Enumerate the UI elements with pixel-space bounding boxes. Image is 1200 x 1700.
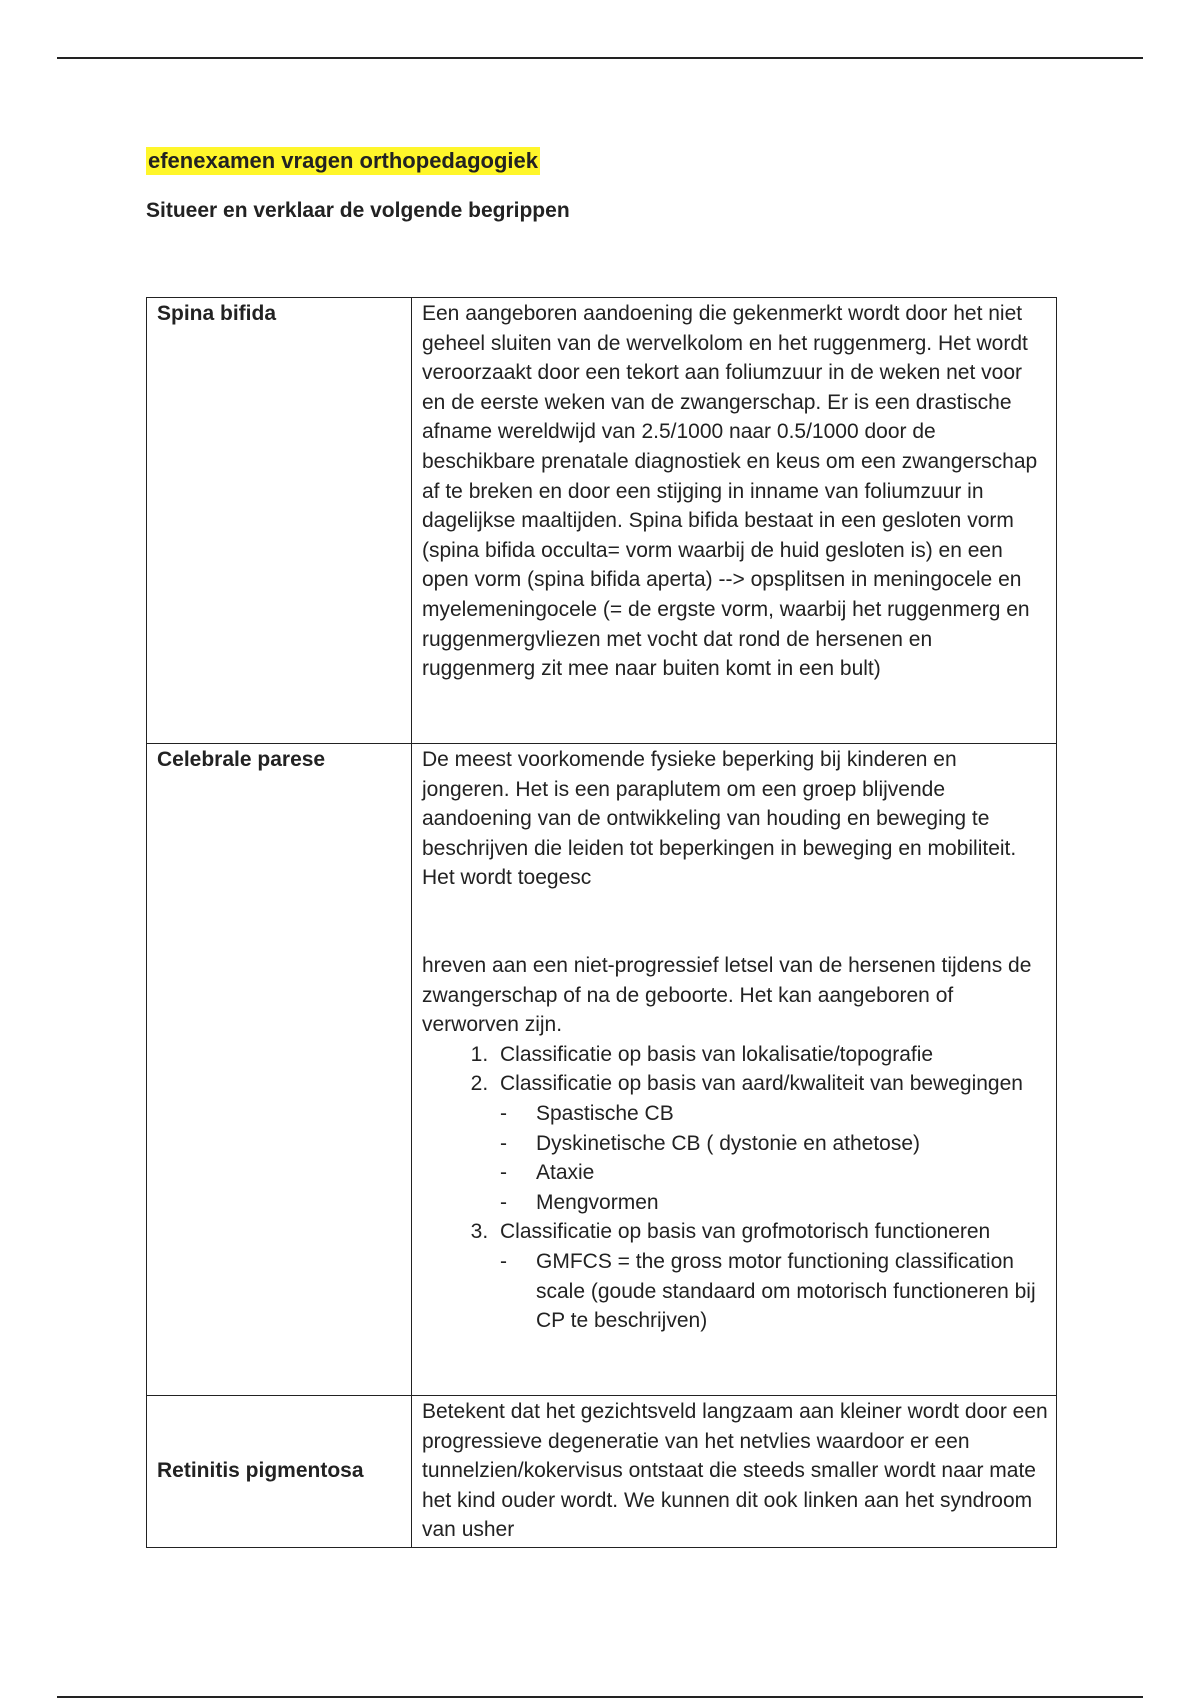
term-cell: Celebrale parese — [147, 744, 412, 1396]
terms-table — [146, 297, 1057, 1548]
footer-rule — [57, 1696, 1143, 1698]
definition-paragraph: hreven aan een niet-progressief letsel van de hersenen tijdens de zwangerschap of na de geboorte. Het kan aangeboren of verworven zijn. — [422, 953, 1032, 1037]
definition-cell: Betekent dat het gezichtsveld langzaam aan kleiner wordt door een progressieve degeneratie van het netvlies waardoor er een tunnelzien/kokervisus ontstaat die steeds smaller wordt naar mate het kind ouder wordt. We kunnen dit ook linken aan het syndroom van usher — [412, 1396, 1057, 1548]
classification-label: Classificatie op basis van aard/kwaliteit van bewegingen — [500, 1072, 1023, 1096]
list-item: - Ataxie — [528, 1158, 1048, 1188]
subitem-list — [500, 1099, 1048, 1217]
classification-label: Classificatie op basis van lokalisatie/topografie — [500, 1042, 934, 1066]
list-item — [494, 1040, 1048, 1070]
list-item: - Spastische CB — [528, 1099, 1048, 1129]
term-cell: Retinitis pigmentosa — [147, 1396, 412, 1548]
definition-cell: Een aangeboren aandoening die gekenmerkt wordt door het niet geheel sluiten van de wervelkolom en het ruggenmerg. Het wordt veroorzaakt door een tekort aan foliumzuur in de weken net voor en de eerste weken van de zwangerschap. Er is een drastische afname wereldwijd van 2.5/1000 naar 0.5/1000 door de beschikbare prenatale diagnostiek en keus om een zwangerschap af te breken en door een stijging in inname van foliumzuur in dagelijkse maaltijden. Spina bifida bestaat in een gesloten vorm (spina bifida occulta= vorm waarbij de huid gesloten is) en een open vorm (spina bifida aperta) --> opsplitsen in meningocele en myelemeningocele (= de ergste vorm, waarbij het ruggenmerg en ruggenmergvliezen met vocht dat rond de hersenen en ruggenmerg zit mee naar buiten komt in een bult) — [412, 298, 1057, 744]
spacer — [422, 893, 1048, 951]
table-row — [147, 298, 1057, 744]
term-cell: Spina bifida — [147, 298, 412, 744]
header-rule — [57, 57, 1143, 59]
subitem-list — [500, 1247, 1048, 1336]
definition-paragraph: De meest voorkomende fysieke beperking bij kinderen en jongeren. Het is een paraplutem om een groep blijvende aandoening van de ontwikkeling van houding en beweging te beschrijven die leiden tot beperkingen in beweging en mobiliteit. Het wordt toegesc — [422, 748, 1017, 890]
list-item: - Mengvormen — [528, 1188, 1048, 1218]
classification-list — [422, 1040, 1048, 1336]
table-row — [147, 1396, 1057, 1548]
list-item: - GMFCS = the gross motor functioning classification scale (goude standaard om motorisch functioneren bij CP te beschrijven) — [528, 1247, 1048, 1336]
definition-cell — [412, 744, 1057, 1396]
table-row — [147, 744, 1057, 1396]
classification-label: Classificatie op basis van grofmotorisch functioneren — [500, 1220, 991, 1244]
document-title: efenexamen vragen orthopedagogiek — [148, 148, 538, 173]
list-item: - Dyskinetische CB ( dystonie en athetose) — [528, 1129, 1048, 1159]
document-subtitle: Situeer en verklaar de volgende begrippen — [146, 199, 570, 222]
list-item — [494, 1217, 1048, 1335]
list-item — [494, 1069, 1048, 1217]
